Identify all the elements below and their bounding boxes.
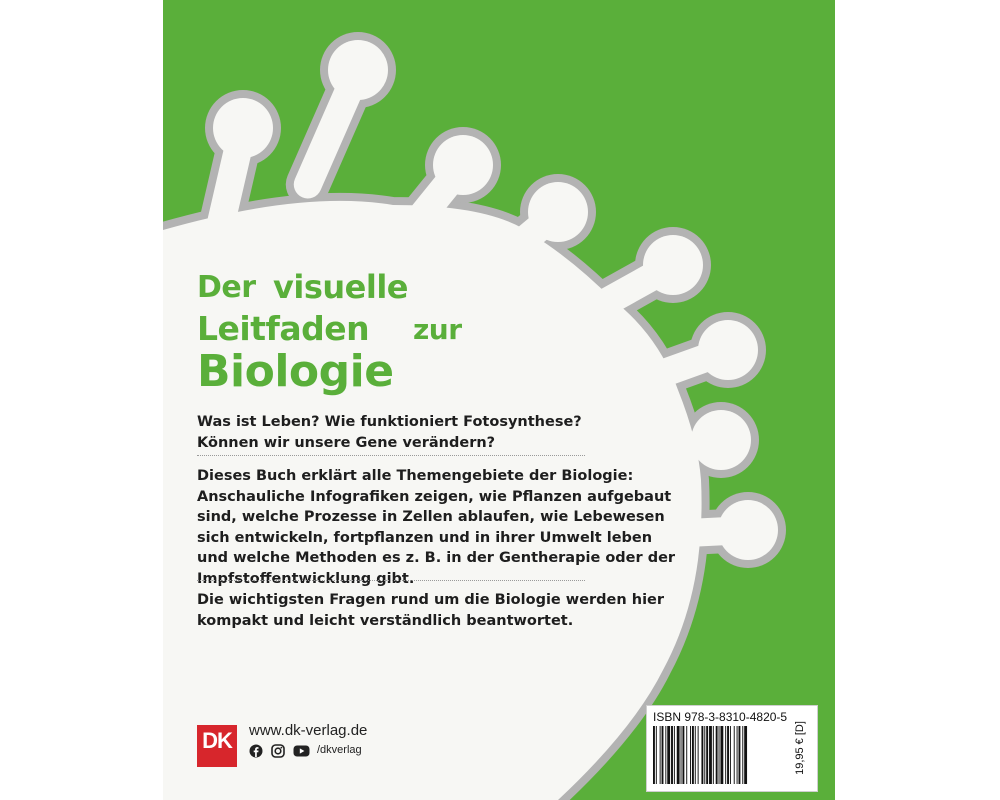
dotted-divider	[197, 455, 585, 456]
closing-line: kompakt und leicht verständlich beantwortet.	[197, 612, 574, 629]
price-label: 19,95 € [D]	[794, 721, 806, 775]
title-word-der: Der	[197, 270, 256, 305]
closing-line: Die wichtigsten Fragen rund um die Biologie werden hier	[197, 592, 665, 608]
facebook-icon[interactable]	[249, 744, 263, 758]
body-line: sich entwickeln, fortpflanzen und in ihrer Umwelt leben	[197, 529, 653, 546]
book-back-cover	[163, 0, 835, 800]
body-line: Anschauliche Infografiken zeigen, wie Pflanzen aufgebaut	[197, 488, 672, 505]
isbn-number: ISBN 978-3-8310-4820-5	[653, 710, 788, 724]
body-line: und welche Methoden es z. B. in der Gentherapie oder der	[197, 550, 676, 566]
dotted-divider	[197, 580, 585, 581]
body-line: Dieses Buch erklärt alle Themengebiete der Biologie:	[197, 468, 634, 484]
publisher-website[interactable]: www.dk-verlag.de	[249, 722, 368, 739]
title-word-zur: zur	[413, 313, 462, 346]
dk-logo	[197, 725, 237, 767]
barcode-bars	[653, 726, 787, 786]
social-handle: /dkverlag	[317, 744, 362, 756]
body-line: Impfstoffentwicklung gibt.	[197, 570, 415, 587]
youtube-icon[interactable]	[293, 744, 310, 758]
title-word-leitfaden: Leitfaden	[197, 309, 370, 348]
instagram-icon[interactable]	[271, 744, 285, 758]
title-word-biologie: Biologie	[197, 346, 394, 397]
intro-line: Können wir unsere Gene verändern?	[197, 434, 496, 451]
virus-illustration	[163, 0, 835, 800]
intro-questions	[197, 412, 697, 453]
body-line: sind, welche Prozesse in Zellen ablaufen, wie Lebewesen	[197, 509, 665, 525]
closing-statement	[197, 590, 697, 631]
barcode-label	[646, 705, 818, 792]
title-word-visuelle: visuelle	[273, 268, 408, 306]
intro-line: Was ist Leben? Wie funktioniert Fotosynthese?	[197, 414, 582, 430]
body-description	[197, 466, 697, 589]
dk-logo-text: DK	[202, 728, 232, 753]
